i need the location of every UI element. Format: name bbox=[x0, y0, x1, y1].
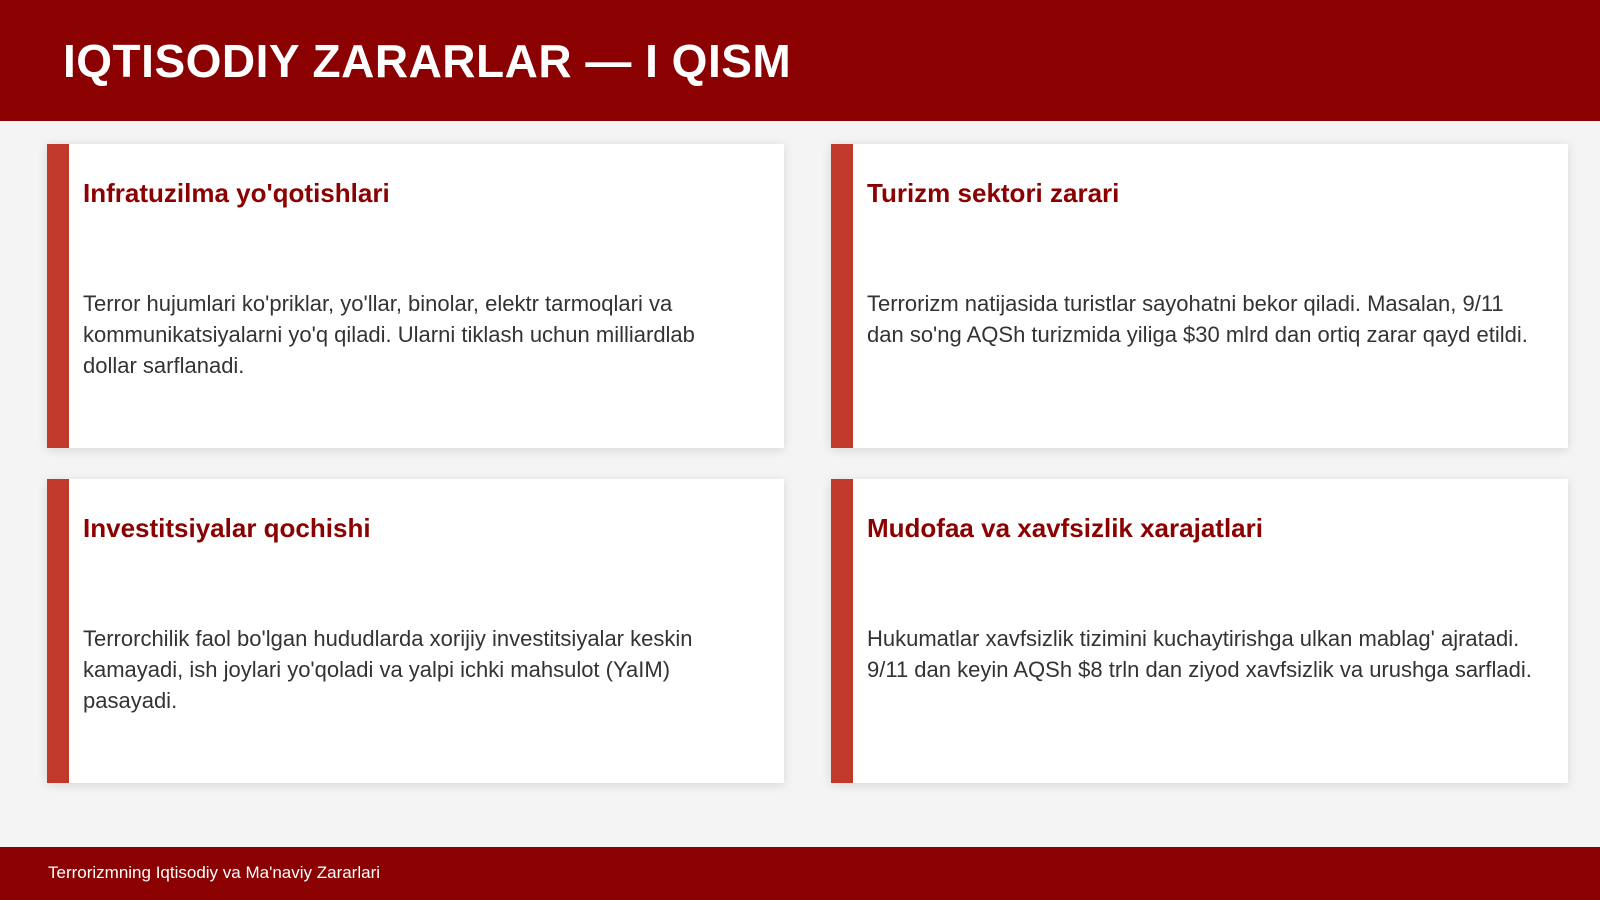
card-infrastructure bbox=[47, 144, 784, 448]
card-accent-bar bbox=[831, 479, 853, 783]
footer-bar bbox=[0, 847, 1600, 900]
card-body: Terrorchilik faol bo'lgan hududlarda xorijiy investitsiyalar keskin kamayadi, ish joylari yo'qoladi va yalpi ichki mahsulot (YaIM) pasayadi. bbox=[83, 626, 693, 713]
card-body: Hukumatlar xavfsizlik tizimini kuchaytirishga ulkan mablag' ajratadi. 9/11 dan keyin AQSh $8 trln dan ziyod xavfsizlik va urushga sarfladi. bbox=[867, 626, 1532, 682]
card-defense bbox=[831, 479, 1568, 783]
card-accent-bar bbox=[47, 479, 69, 783]
card-title: Investitsiyalar qochishi bbox=[83, 513, 371, 543]
card-tourism bbox=[831, 144, 1568, 448]
card-title: Mudofaa va xavfsizlik xarajatlari bbox=[867, 513, 1263, 543]
card-body: Terror hujumlari ko'priklar, yo'llar, binolar, elektr tarmoqlari va kommunikatsiyalarni yo'q qiladi. Ularni tiklash uchun milliardlab dollar sarflanadi. bbox=[83, 291, 695, 378]
card-investment bbox=[47, 479, 784, 783]
card-accent-bar bbox=[831, 144, 853, 448]
header-bar bbox=[0, 0, 1600, 121]
footer-text: Terrorizmning Iqtisodiy va Ma'naviy Zararlari bbox=[48, 863, 381, 882]
card-body: Terrorizm natijasida turistlar sayohatni bekor qiladi. Masalan, 9/11 dan so'ng AQSh turizmida yiliga $30 mlrd dan ortiq zarar qayd etildi. bbox=[867, 291, 1528, 347]
card-title: Turizm sektori zarari bbox=[867, 178, 1120, 208]
page-title: IQTISODIY ZARARLAR — I QISM bbox=[63, 35, 792, 87]
card-accent-bar bbox=[47, 144, 69, 448]
card-title: Infratuzilma yo'qotishlari bbox=[83, 178, 390, 208]
